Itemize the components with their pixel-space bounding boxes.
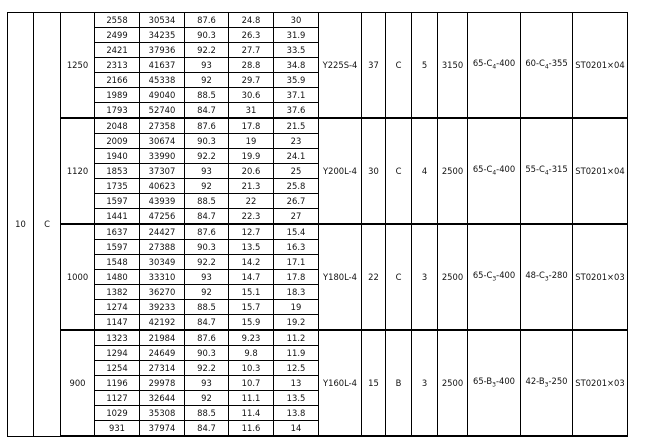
table-row bbox=[8, 330, 628, 346]
value-cell-3: 93 bbox=[185, 58, 229, 73]
outlet-spec-cell-prefix: 60-C bbox=[525, 57, 545, 68]
value-cell-4: 14.7 bbox=[229, 270, 274, 285]
outlet-spec-cell-suffix: -250 bbox=[548, 375, 568, 386]
value-cell-2: 30349 bbox=[140, 255, 185, 270]
speed-cell: 1000 bbox=[61, 224, 95, 330]
value-cell-1: 931 bbox=[95, 421, 140, 437]
value-cell-2: 49040 bbox=[140, 88, 185, 103]
value-cell-2: 37936 bbox=[140, 43, 185, 58]
rpm-cell: 2500 bbox=[438, 330, 468, 436]
value-cell-1: 1323 bbox=[95, 330, 140, 346]
inlet-spec-cell-subscript: 4 bbox=[492, 63, 497, 71]
outlet-spec-cell-prefix: 42-B bbox=[525, 375, 545, 386]
value-cell-4: 12.7 bbox=[229, 224, 274, 240]
value-cell-1: 1548 bbox=[95, 255, 140, 270]
inlet-spec-cell-prefix: 65-C bbox=[472, 269, 493, 280]
value-cell-1: 1597 bbox=[95, 194, 140, 209]
inlet-spec-cell-subscript: 3 bbox=[492, 381, 496, 389]
value-cell-2: 24649 bbox=[140, 346, 185, 361]
value-cell-3: 88.5 bbox=[185, 88, 229, 103]
type-cell: B bbox=[386, 330, 412, 436]
value-cell-4: 9.23 bbox=[229, 330, 274, 346]
value-cell-3: 90.3 bbox=[185, 28, 229, 43]
value-cell-4: 19.9 bbox=[229, 149, 274, 164]
value-cell-2: 39233 bbox=[140, 300, 185, 315]
value-cell-3: 90.3 bbox=[185, 346, 229, 361]
value-cell-1: 2009 bbox=[95, 134, 140, 149]
value-cell-3: 88.5 bbox=[185, 194, 229, 209]
value-cell-2: 52740 bbox=[140, 103, 185, 119]
outlet-spec-cell-prefix: 55-C bbox=[525, 163, 545, 174]
value-cell-2: 32644 bbox=[140, 391, 185, 406]
value-cell-5: 37.1 bbox=[274, 88, 319, 103]
value-cell-1: 1793 bbox=[95, 103, 140, 119]
value-cell-2: 27358 bbox=[140, 118, 185, 134]
value-cell-1: 1989 bbox=[95, 88, 140, 103]
value-cell-4: 10.7 bbox=[229, 376, 274, 391]
value-cell-5: 23 bbox=[274, 134, 319, 149]
power-cell: 37 bbox=[362, 13, 386, 119]
value-cell-1: 1637 bbox=[95, 224, 140, 240]
value-cell-5: 17.8 bbox=[274, 270, 319, 285]
inlet-spec-cell-suffix: -400 bbox=[496, 163, 516, 174]
value-cell-4: 31 bbox=[229, 103, 274, 119]
value-cell-5: 34.8 bbox=[274, 58, 319, 73]
power-cell: 30 bbox=[362, 118, 386, 224]
value-cell-2: 33310 bbox=[140, 270, 185, 285]
value-cell-5: 13.5 bbox=[274, 391, 319, 406]
value-cell-3: 88.5 bbox=[185, 406, 229, 421]
value-cell-4: 10.3 bbox=[229, 361, 274, 376]
value-cell-5: 25.8 bbox=[274, 179, 319, 194]
inlet-spec-cell-suffix: -400 bbox=[496, 57, 516, 68]
value-cell-5: 35.9 bbox=[274, 73, 319, 88]
inlet-spec-cell-prefix: 65-C bbox=[472, 163, 493, 174]
value-cell-1: 1147 bbox=[95, 315, 140, 331]
value-cell-2: 35308 bbox=[140, 406, 185, 421]
value-cell-5: 11.2 bbox=[274, 330, 319, 346]
value-cell-3: 92 bbox=[185, 391, 229, 406]
value-cell-4: 28.8 bbox=[229, 58, 274, 73]
value-cell-2: 29978 bbox=[140, 376, 185, 391]
count-cell: 3 bbox=[412, 224, 438, 330]
value-cell-4: 21.3 bbox=[229, 179, 274, 194]
table-body bbox=[8, 13, 628, 437]
value-cell-2: 37974 bbox=[140, 421, 185, 437]
value-cell-3: 87.6 bbox=[185, 118, 229, 134]
value-cell-1: 2313 bbox=[95, 58, 140, 73]
inlet-spec-cell-subscript: 3 bbox=[492, 275, 497, 283]
value-cell-5: 14 bbox=[274, 421, 319, 437]
value-cell-3: 90.3 bbox=[185, 134, 229, 149]
value-cell-2: 45338 bbox=[140, 73, 185, 88]
value-cell-1: 2166 bbox=[95, 73, 140, 88]
value-cell-3: 84.7 bbox=[185, 315, 229, 331]
value-cell-4: 27.7 bbox=[229, 43, 274, 58]
inlet-spec-cell-suffix: -400 bbox=[495, 375, 515, 386]
value-cell-5: 17.1 bbox=[274, 255, 319, 270]
count-cell: 4 bbox=[412, 118, 438, 224]
outlet-spec-cell-subscript: 3 bbox=[544, 381, 549, 389]
value-cell-3: 92 bbox=[185, 179, 229, 194]
value-cell-3: 92 bbox=[185, 285, 229, 300]
value-cell-5: 19.2 bbox=[274, 315, 319, 331]
value-cell-1: 1274 bbox=[95, 300, 140, 315]
rpm-cell: 3150 bbox=[438, 13, 468, 119]
value-cell-4: 15.9 bbox=[229, 315, 274, 331]
value-cell-3: 92.2 bbox=[185, 43, 229, 58]
table-row bbox=[8, 13, 628, 28]
value-cell-5: 37.6 bbox=[274, 103, 319, 119]
value-cell-3: 87.6 bbox=[185, 13, 229, 28]
value-cell-2: 27314 bbox=[140, 361, 185, 376]
value-cell-4: 17.8 bbox=[229, 118, 274, 134]
outlet-spec-cell-suffix: -355 bbox=[548, 57, 568, 68]
value-cell-1: 1294 bbox=[95, 346, 140, 361]
inlet-spec-cell-prefix: 65-C bbox=[472, 57, 493, 68]
value-cell-1: 1196 bbox=[95, 376, 140, 391]
power-cell: 22 bbox=[362, 224, 386, 330]
value-cell-4: 13.5 bbox=[229, 240, 274, 255]
value-cell-4: 14.2 bbox=[229, 255, 274, 270]
value-cell-4: 19 bbox=[229, 134, 274, 149]
type-cell: C bbox=[386, 118, 412, 224]
value-cell-4: 22.3 bbox=[229, 209, 274, 225]
speed-cell: 1250 bbox=[61, 13, 95, 119]
value-cell-5: 25 bbox=[274, 164, 319, 179]
value-cell-1: 1382 bbox=[95, 285, 140, 300]
inlet-spec-cell bbox=[468, 330, 521, 436]
value-cell-5: 31.9 bbox=[274, 28, 319, 43]
value-cell-2: 36270 bbox=[140, 285, 185, 300]
code-cell: ST0201×04 bbox=[573, 13, 628, 119]
code-cell: ST0201×04 bbox=[573, 118, 628, 224]
inlet-spec-cell bbox=[468, 118, 521, 224]
value-cell-4: 30.6 bbox=[229, 88, 274, 103]
inlet-spec-cell-prefix: 65-B bbox=[473, 375, 493, 386]
value-cell-2: 27388 bbox=[140, 240, 185, 255]
value-cell-1: 1441 bbox=[95, 209, 140, 225]
value-cell-3: 92 bbox=[185, 73, 229, 88]
motor-model-cell: Y225S-4 bbox=[319, 13, 362, 119]
outlet-spec-cell bbox=[521, 224, 573, 330]
value-cell-5: 19 bbox=[274, 300, 319, 315]
value-cell-3: 92.2 bbox=[185, 361, 229, 376]
outlet-spec-cell-subscript: 4 bbox=[544, 169, 549, 177]
value-cell-3: 93 bbox=[185, 164, 229, 179]
value-cell-1: 1480 bbox=[95, 270, 140, 285]
value-cell-3: 87.6 bbox=[185, 224, 229, 240]
value-cell-1: 1597 bbox=[95, 240, 140, 255]
value-cell-5: 13.8 bbox=[274, 406, 319, 421]
value-cell-5: 18.3 bbox=[274, 285, 319, 300]
value-cell-1: 1940 bbox=[95, 149, 140, 164]
value-cell-1: 2048 bbox=[95, 118, 140, 134]
value-cell-2: 21984 bbox=[140, 330, 185, 346]
rpm-cell: 2500 bbox=[438, 118, 468, 224]
outlet-spec-cell bbox=[521, 330, 573, 436]
value-cell-4: 11.6 bbox=[229, 421, 274, 437]
value-cell-4: 15.1 bbox=[229, 285, 274, 300]
motor-model-cell: Y160L-4 bbox=[319, 330, 362, 436]
value-cell-1: 1735 bbox=[95, 179, 140, 194]
value-cell-4: 11.4 bbox=[229, 406, 274, 421]
rpm-cell: 2500 bbox=[438, 224, 468, 330]
inlet-spec-cell-subscript: 4 bbox=[492, 169, 497, 177]
value-cell-2: 34235 bbox=[140, 28, 185, 43]
outlet-spec-cell-suffix: -280 bbox=[548, 269, 568, 280]
value-cell-1: 1029 bbox=[95, 406, 140, 421]
inlet-spec-cell-suffix: -400 bbox=[496, 269, 516, 280]
value-cell-2: 43939 bbox=[140, 194, 185, 209]
speed-cell: 900 bbox=[61, 330, 95, 436]
value-cell-2: 24427 bbox=[140, 224, 185, 240]
type-cell: C bbox=[386, 224, 412, 330]
inlet-spec-cell bbox=[468, 224, 521, 330]
value-cell-2: 41637 bbox=[140, 58, 185, 73]
count-cell: 5 bbox=[412, 13, 438, 119]
value-cell-5: 27 bbox=[274, 209, 319, 225]
outlet-spec-cell bbox=[521, 118, 573, 224]
value-cell-3: 84.7 bbox=[185, 103, 229, 119]
value-cell-5: 26.7 bbox=[274, 194, 319, 209]
value-cell-3: 93 bbox=[185, 376, 229, 391]
value-cell-4: 15.7 bbox=[229, 300, 274, 315]
value-cell-1: 2499 bbox=[95, 28, 140, 43]
group-class-cell: C bbox=[34, 13, 61, 437]
value-cell-2: 30534 bbox=[140, 13, 185, 28]
value-cell-3: 90.3 bbox=[185, 240, 229, 255]
fan-performance-table bbox=[7, 12, 628, 437]
value-cell-4: 29.7 bbox=[229, 73, 274, 88]
type-cell: C bbox=[386, 13, 412, 119]
value-cell-5: 15.4 bbox=[274, 224, 319, 240]
code-cell: ST0201×03 bbox=[573, 330, 628, 436]
value-cell-1: 1127 bbox=[95, 391, 140, 406]
value-cell-3: 88.5 bbox=[185, 300, 229, 315]
power-cell: 15 bbox=[362, 330, 386, 436]
motor-model-cell: Y200L-4 bbox=[319, 118, 362, 224]
value-cell-4: 24.8 bbox=[229, 13, 274, 28]
outlet-spec-cell-prefix: 48-C bbox=[525, 269, 545, 280]
table-container bbox=[7, 12, 628, 437]
value-cell-3: 84.7 bbox=[185, 421, 229, 437]
table-row bbox=[8, 224, 628, 240]
value-cell-1: 2421 bbox=[95, 43, 140, 58]
value-cell-4: 9.8 bbox=[229, 346, 274, 361]
value-cell-2: 33990 bbox=[140, 149, 185, 164]
value-cell-5: 13 bbox=[274, 376, 319, 391]
value-cell-4: 22 bbox=[229, 194, 274, 209]
value-cell-3: 87.6 bbox=[185, 330, 229, 346]
table-row bbox=[8, 118, 628, 134]
outlet-spec-cell-subscript: 3 bbox=[544, 275, 549, 283]
value-cell-1: 2558 bbox=[95, 13, 140, 28]
value-cell-4: 20.6 bbox=[229, 164, 274, 179]
value-cell-2: 47256 bbox=[140, 209, 185, 225]
value-cell-2: 37307 bbox=[140, 164, 185, 179]
value-cell-5: 24.1 bbox=[274, 149, 319, 164]
speed-cell: 1120 bbox=[61, 118, 95, 224]
motor-model-cell: Y180L-4 bbox=[319, 224, 362, 330]
value-cell-5: 30 bbox=[274, 13, 319, 28]
outlet-spec-cell-suffix: -315 bbox=[548, 163, 568, 174]
value-cell-2: 30674 bbox=[140, 134, 185, 149]
outlet-spec-cell bbox=[521, 13, 573, 119]
value-cell-5: 12.5 bbox=[274, 361, 319, 376]
value-cell-4: 11.1 bbox=[229, 391, 274, 406]
value-cell-1: 1853 bbox=[95, 164, 140, 179]
value-cell-2: 42192 bbox=[140, 315, 185, 331]
value-cell-2: 40623 bbox=[140, 179, 185, 194]
code-cell: ST0201×03 bbox=[573, 224, 628, 330]
value-cell-3: 84.7 bbox=[185, 209, 229, 225]
inlet-spec-cell bbox=[468, 13, 521, 119]
value-cell-3: 93 bbox=[185, 270, 229, 285]
value-cell-4: 26.3 bbox=[229, 28, 274, 43]
value-cell-5: 11.9 bbox=[274, 346, 319, 361]
outlet-spec-cell-subscript: 4 bbox=[544, 63, 549, 71]
group-number-cell: 10 bbox=[8, 13, 34, 437]
value-cell-1: 1254 bbox=[95, 361, 140, 376]
value-cell-5: 33.5 bbox=[274, 43, 319, 58]
value-cell-3: 92.2 bbox=[185, 149, 229, 164]
value-cell-5: 16.3 bbox=[274, 240, 319, 255]
value-cell-5: 21.5 bbox=[274, 118, 319, 134]
count-cell: 3 bbox=[412, 330, 438, 436]
value-cell-3: 92.2 bbox=[185, 255, 229, 270]
